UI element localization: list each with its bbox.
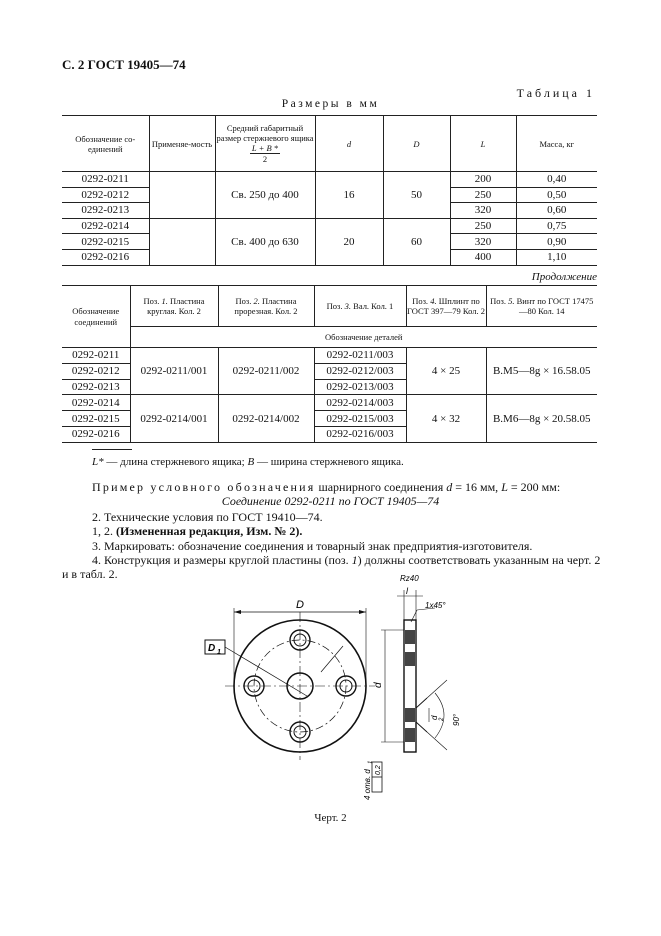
t1-d: 16 — [315, 172, 383, 219]
t2-pos3: 0292-0216/003 — [314, 426, 406, 442]
example-L: L — [501, 480, 508, 494]
t2-header-details: Обозначение деталей — [130, 327, 597, 348]
table1-header-row — [62, 116, 597, 172]
t1-frac-numerator: L + B * — [251, 143, 279, 153]
amendment-note: (Измененная редакция, Изм. № 2). — [116, 524, 303, 538]
footnote-L-text: — длина стержневого ящика; — [103, 456, 248, 468]
t1-designation: 0292-0216 — [81, 251, 130, 264]
t2-designation: 0292-0213 — [62, 379, 130, 395]
table-row — [62, 218, 597, 234]
t2-designation: 0292-0215 — [62, 411, 130, 427]
example-line — [92, 480, 560, 494]
t1-D: 60 — [383, 218, 450, 265]
t2-header-pos3 — [314, 286, 406, 327]
t1-header-D: D — [383, 116, 450, 172]
example-d: d — [446, 480, 453, 494]
t2-designation: 0292-0214 — [62, 395, 130, 411]
t1-header-mass: Масса, кг — [516, 116, 597, 172]
label-D: D — [296, 599, 304, 611]
t2-pos1: 0292-0211/001 — [130, 348, 218, 395]
t2-pos1-b: Пластина круглая. Кол. 2 — [147, 295, 205, 316]
t2-header-designation: Обозначение соединений — [62, 286, 130, 348]
t1-mass: 1,10 — [516, 249, 597, 265]
t1-mass: 0,50 — [516, 187, 597, 203]
label-d2-sub: 2 — [439, 717, 445, 721]
t2-header-pos2 — [218, 286, 314, 327]
amendment-num: 1, 2. — [92, 524, 116, 538]
t2-pos5-a: Поз. — [490, 295, 507, 306]
table1-subtitle: Размеры в мм — [281, 98, 380, 110]
t2-pos4-b: Шплинт по ГОСТ 397—79 Кол. 2 — [407, 295, 485, 316]
footnote-L: L* — [92, 456, 104, 468]
p4-text-b: ) должны соответствовать указанным на черт. 2 и в табл. 2. — [62, 553, 601, 581]
t2-pos2: 0292-0214/002 — [218, 395, 314, 442]
t2-pos1-a: Поз. — [143, 295, 160, 306]
t2-pos3-b: Вал. Кол. 1 — [353, 300, 394, 311]
example-lead: Пример условного обозначения — [92, 480, 316, 494]
t1-applicability — [149, 218, 215, 265]
t1-D: 50 — [383, 172, 450, 219]
paragraph-3: 3. Маркировать: обозначение соединения и товарный знак предприятия-изготовителя. — [92, 539, 533, 553]
t2-pos2-num: 2. — [253, 295, 260, 306]
t1-designation: 0292-0215 — [62, 234, 149, 250]
t2-designation: 0292-0212 — [62, 363, 130, 379]
t1-mass: 0,90 — [516, 234, 597, 250]
t2-pos3: 0292-0215/003 — [314, 411, 406, 427]
t1-applicability — [149, 172, 215, 219]
t1-header-designation: Обозначение со-единений — [62, 116, 149, 172]
label-D1: D — [208, 643, 216, 654]
p4-pos: 1 — [351, 553, 358, 567]
label-chamfer: 1x45° — [425, 601, 446, 610]
t2-header-pos4 — [406, 286, 486, 327]
table-row — [62, 172, 597, 188]
table1 — [62, 115, 597, 266]
t2-pos4-num: 4. — [430, 295, 437, 306]
footnote-B-text: — ширина стержневого ящика. — [254, 456, 404, 468]
t1-L: 320 — [450, 203, 516, 219]
table-row — [62, 348, 597, 364]
t2-pos3-a: Поз. — [326, 300, 343, 311]
t2-pos3: 0292-0212/003 — [314, 363, 406, 379]
t1-designation: 0292-0214 — [62, 218, 149, 234]
t2-pos5-num: 5. — [508, 295, 515, 306]
t2-pos4-a: Поз. — [412, 295, 429, 306]
t1-mass: 0,40 — [516, 172, 597, 188]
t2-pos3: 0292-0214/003 — [314, 395, 406, 411]
t1-header-applicability: Применяе-мость — [149, 116, 215, 172]
t1-header-fraction — [250, 143, 280, 164]
footnote-divider — [92, 449, 132, 450]
t2-pos5: В.М5—8g × 16.58.05 — [486, 348, 597, 395]
t2-pos1: 0292-0214/001 — [130, 395, 218, 442]
table2 — [62, 285, 597, 443]
t2-pos1-num: 1. — [161, 295, 168, 306]
technical-drawing — [185, 568, 485, 808]
t2-designation: 0292-0216 — [71, 428, 120, 441]
t2-designation: 0292-0211 — [62, 348, 130, 364]
label-roughness: Rz40 — [400, 574, 419, 583]
footnote-B: B — [247, 456, 255, 468]
t1-designation: 0292-0211 — [62, 172, 149, 188]
t1-header-L: L — [450, 116, 516, 172]
t2-pos4: 4 × 32 — [406, 395, 486, 442]
t1-L: 250 — [450, 218, 516, 234]
t2-pos2-b: Пластина прорезная. Кол. 2 — [234, 295, 298, 316]
section-view — [372, 590, 447, 792]
t2-pos4: 4 × 25 — [406, 348, 486, 395]
label-holes: 4 отв. d — [363, 769, 372, 800]
t1-range: Св. 250 до 400 — [215, 172, 315, 219]
label-D1-sub: 1 — [217, 649, 221, 656]
t2-pos3-num: 3. — [344, 300, 352, 311]
example-text-c: = 200 мм: — [507, 480, 561, 494]
t2-header-pos1 — [130, 286, 218, 327]
t1-d: 20 — [315, 218, 383, 265]
paragraph-amendment — [92, 524, 302, 538]
label-tolerance: 0,2 — [375, 765, 382, 775]
paragraph-2: 2. Технические условия по ГОСТ 19410—74. — [92, 510, 323, 524]
drawing-caption: Черт. 2 — [314, 812, 347, 824]
label-l: l — [406, 586, 408, 596]
page-header: С. 2 ГОСТ 19405—74 — [62, 57, 186, 72]
t1-header-dimension-text: Средний габаритный размер стержневого ящика — [216, 123, 314, 143]
continuation-label: Продолжение — [531, 271, 597, 283]
footnote — [92, 456, 404, 468]
t1-range: Св. 400 до 630 — [215, 218, 315, 265]
t1-designation: 0292-0213 — [62, 203, 149, 219]
front-view — [205, 608, 375, 760]
t1-L: 250 — [450, 187, 516, 203]
p4-text-a: 4. Конструкция и размеры круглой пластины (поз. — [92, 553, 352, 567]
t1-header-dimension — [215, 116, 315, 172]
t1-mass: 0,75 — [516, 218, 597, 234]
t1-L: 320 — [450, 234, 516, 250]
t2-pos3: 0292-0211/003 — [314, 348, 406, 364]
table-row — [62, 395, 597, 411]
t2-pos5: В.М6—8g × 20.58.05 — [486, 395, 597, 442]
example-text-a: шарнирного соединения — [315, 480, 447, 494]
t2-pos5-b: Винт по ГОСТ 17475—80 Кол. 14 — [516, 295, 594, 316]
label-holes-sub: 1 — [368, 760, 374, 764]
t2-pos2: 0292-0211/002 — [218, 348, 314, 395]
t1-header-d: d — [315, 116, 383, 172]
table1-caption: Таблица 1 — [516, 86, 595, 100]
t2-header-pos5 — [486, 286, 597, 327]
t1-designation: 0292-0212 — [62, 187, 149, 203]
t1-frac-denominator: 2 — [262, 154, 268, 164]
example-designation: Соединение 0292-0211 по ГОСТ 19405—74 — [221, 494, 440, 508]
t1-L: 200 — [450, 172, 516, 188]
t1-mass: 0,60 — [516, 203, 597, 219]
table2-header-row — [62, 286, 597, 327]
t1-L: 400 — [450, 249, 516, 265]
table2-subheader-row — [62, 327, 597, 348]
example-text-b: = 16 мм, — [452, 480, 502, 494]
label-d: d — [373, 682, 384, 688]
label-d2: d — [430, 715, 439, 720]
label-angle: 90° — [452, 713, 461, 726]
t2-pos2-a: Поз. — [235, 295, 252, 306]
t2-pos3: 0292-0213/003 — [314, 379, 406, 395]
